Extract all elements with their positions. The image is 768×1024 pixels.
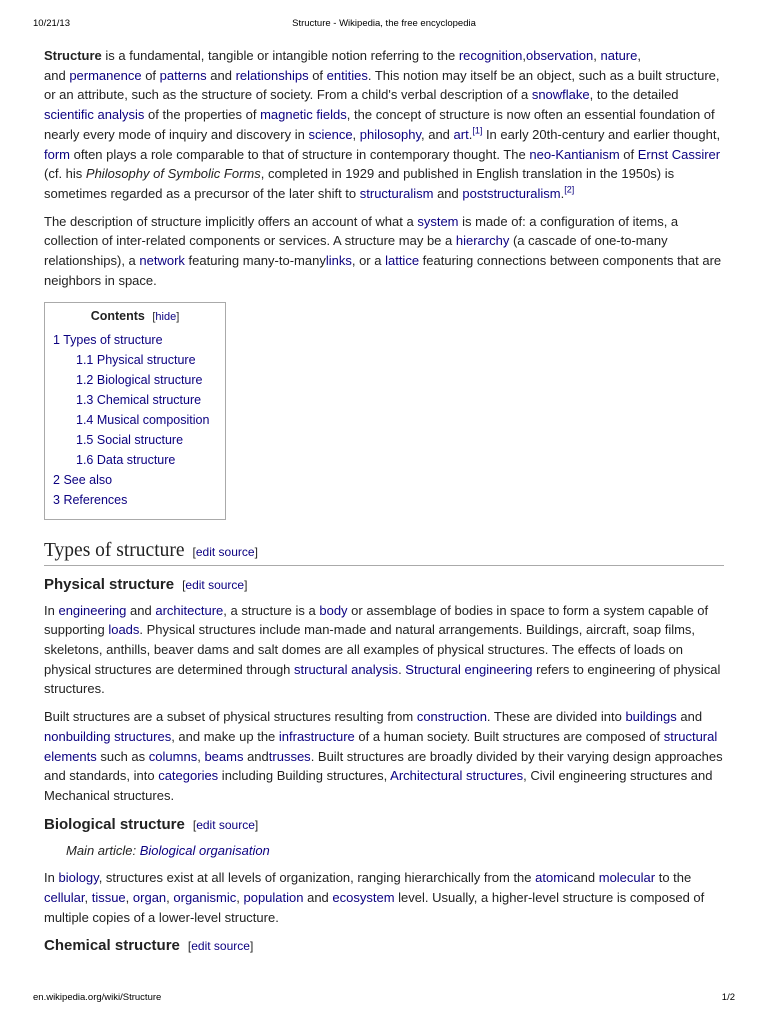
link-magnetic-fields[interactable]: magnetic fields <box>260 107 347 123</box>
link-tissue[interactable]: tissue <box>91 890 126 906</box>
link-ernst-cassirer[interactable]: Ernst Cassirer <box>637 146 721 162</box>
article-subject: Structure <box>44 48 102 63</box>
link-categories[interactable]: categories <box>158 768 219 784</box>
print-title: Structure - Wikipedia, the free encyclopedia <box>292 18 476 29</box>
link-nonbuilding-structures[interactable]: nonbuilding structures <box>44 728 172 744</box>
toc-item[interactable]: 1.5 Social structure <box>76 432 184 447</box>
toc-title: Contents <box>90 309 145 324</box>
link-cellular[interactable]: cellular <box>44 890 85 906</box>
toc-hide-toggle[interactable]: hide <box>155 311 177 324</box>
edit-source-link[interactable]: edit source <box>185 577 245 592</box>
section-heading-biological: Biological structure [edit source] <box>44 815 259 833</box>
citation-1[interactable]: [1] <box>472 125 483 136</box>
link-snowflake[interactable]: snowflake <box>531 87 590 103</box>
link-architecture[interactable]: architecture <box>155 602 224 618</box>
biological-paragraph-1: In biology, structures exist at all levels of organization, ranging hierarchically from the atomicand molecular to the cellular, tissue, organ, organismic, population and ecosystem level. Usually, a higher-level structure is composed of multiple copies of a lower-level structure. <box>44 870 705 925</box>
link-observation[interactable]: observation <box>526 48 594 63</box>
section-heading-types: Types of structure [edit source] <box>44 540 724 566</box>
intro-paragraph-1: Structure is a fundamental, tangible or intangible notion referring to the recognition,observation, nature, and permanence of patterns and relationships of entities. This notion may itself be an object, such as a built structure, or an attribute, such as the structure of society. From a child's verbal description of a snowflake, to the detailed scientific analysis of the properties of magnetic fields, the concept of structure is now often an essential foundation of nearly every mode of inquiry and discovery in science, philosophy, and art.[1] In early 20th-century and earlier thought, form often plays a role comparable to that of structure in contemporary thought. The neo-Kantianism of Ernst Cassirer (cf. his Philosophy of Symbolic Forms, completed in 1929 and published in English translation in the 1950s) is sometimes regarded as a precursor of the later shift to structuralism and poststructuralism.[2] <box>44 48 721 201</box>
link-philosophy[interactable]: philosophy <box>359 126 421 142</box>
link-poststructuralism[interactable]: poststructuralism <box>462 185 561 201</box>
print-footer <box>0 992 768 1006</box>
link-architectural-structures[interactable]: Architectural structures <box>390 768 524 784</box>
print-url: en.wikipedia.org/wiki/Structure <box>33 992 162 1003</box>
link-system[interactable]: system <box>417 213 459 229</box>
link-trusses[interactable]: trusses <box>268 748 311 764</box>
link-organismic[interactable]: organismic <box>173 890 237 906</box>
toc-header: Contents [hide] <box>90 309 180 324</box>
link-structural-engineering[interactable]: Structural engineering <box>405 661 533 677</box>
link-ecosystem[interactable]: ecosystem <box>332 890 395 906</box>
link-loads[interactable]: loads <box>108 622 140 638</box>
edit-source-link[interactable]: edit source <box>191 939 250 954</box>
main-article-hatnote: Main article: Biological organisation <box>66 842 270 858</box>
citation-2[interactable]: [2] <box>564 184 575 195</box>
toc-item[interactable]: 1.3 Chemical structure <box>76 393 202 408</box>
link-columns[interactable]: columns <box>148 748 198 764</box>
intro-paragraph-2: The description of structure implicitly offers an account of what a system is made of: a configuration of items, a collection of inter-related components or services. A structure may be a hierarchy (a cascade of one-to-many relationships), a network featuring many-to-manylinks, or a lattice featuring connections between components that are neighbors in space. <box>44 213 722 288</box>
link-biology[interactable]: biology <box>58 870 99 886</box>
link-patterns[interactable]: patterns <box>159 67 207 83</box>
link-population[interactable]: population <box>243 890 304 906</box>
section-heading-physical: Physical structure [edit source] <box>44 575 248 593</box>
link-links[interactable]: links <box>325 253 352 269</box>
toc-item[interactable]: 1.4 Musical composition <box>76 413 210 428</box>
link-lattice[interactable]: lattice <box>385 253 420 269</box>
link-permanence[interactable]: permanence <box>69 67 142 83</box>
link-engineering[interactable]: engineering <box>58 602 127 618</box>
link-entities[interactable]: entities <box>326 67 368 83</box>
link-science[interactable]: science <box>308 126 353 142</box>
print-header <box>0 18 768 32</box>
link-atomic[interactable]: atomic <box>535 870 574 886</box>
link-biological-organisation[interactable]: Biological organisation <box>139 842 270 858</box>
physical-paragraph-1: In engineering and architecture, a structure is a body or assemblage of bodies in space to form a system capable of supporting loads. Physical structures include man-made and natural arrangements. Buildings, aircraft, soap films, skeletons, anthills, beaver dams and salt domes are all examples of physical structures. The effects of loads on physical structures are determined through structural analysis. Structural engineering refers to engineering of physical structures. <box>44 602 721 697</box>
link-structural-analysis[interactable]: structural analysis <box>294 661 399 677</box>
edit-source-link[interactable]: edit source <box>196 817 255 832</box>
link-nature[interactable]: nature <box>600 48 638 63</box>
toc-item[interactable]: 1.1 Physical structure <box>76 353 196 368</box>
link-art[interactable]: art <box>453 126 469 142</box>
link-relationships[interactable]: relationships <box>235 67 309 83</box>
page-number: 1/2 <box>721 992 735 1003</box>
toc-item[interactable]: 1.2 Biological structure <box>76 373 203 388</box>
section-heading-chemical: Chemical structure [edit source] <box>44 937 254 955</box>
table-of-contents <box>44 302 226 519</box>
toc-item[interactable]: 2 See also <box>53 472 113 487</box>
link-molecular[interactable]: molecular <box>598 870 656 886</box>
link-hierarchy[interactable]: hierarchy <box>455 233 510 249</box>
link-infrastructure[interactable]: infrastructure <box>278 728 355 744</box>
link-structural-elements[interactable]: structural elements <box>44 728 718 764</box>
article-content <box>44 46 724 962</box>
toc-item[interactable]: 3 References <box>53 492 128 507</box>
link-neo-kantianism[interactable]: neo-Kantianism <box>529 146 620 162</box>
print-date: 10/21/13 <box>33 18 70 29</box>
toc-item[interactable]: 1.6 Data structure <box>76 452 176 467</box>
physical-paragraph-2: Built structures are a subset of physical structures resulting from construction. These are divided into buildings and nonbuilding structures, and make up the infrastructure of a human society. Built structures are composed of structural elements such as columns, beams andtrusses. Built structures are broadly divided by their varying design approaches and standards, into categories including Building structures, Architectural structures, Civil engineering structures and Mechanical structures. <box>44 709 723 803</box>
link-construction[interactable]: construction <box>416 709 487 725</box>
link-organ[interactable]: organ <box>132 890 167 906</box>
toc-list <box>53 331 225 510</box>
link-beams[interactable]: beams <box>204 748 244 764</box>
link-network[interactable]: network <box>139 253 185 269</box>
edit-source-link[interactable]: edit source <box>195 544 255 559</box>
link-body[interactable]: body <box>319 602 348 618</box>
link-form[interactable]: form <box>44 146 70 162</box>
link-scientific-analysis[interactable]: scientific analysis <box>44 107 145 123</box>
link-structuralism[interactable]: structuralism <box>359 185 434 201</box>
toc-item[interactable]: 1 Types of structure <box>53 333 163 348</box>
link-recognition[interactable]: recognition <box>458 48 523 63</box>
link-buildings[interactable]: buildings <box>625 709 677 725</box>
